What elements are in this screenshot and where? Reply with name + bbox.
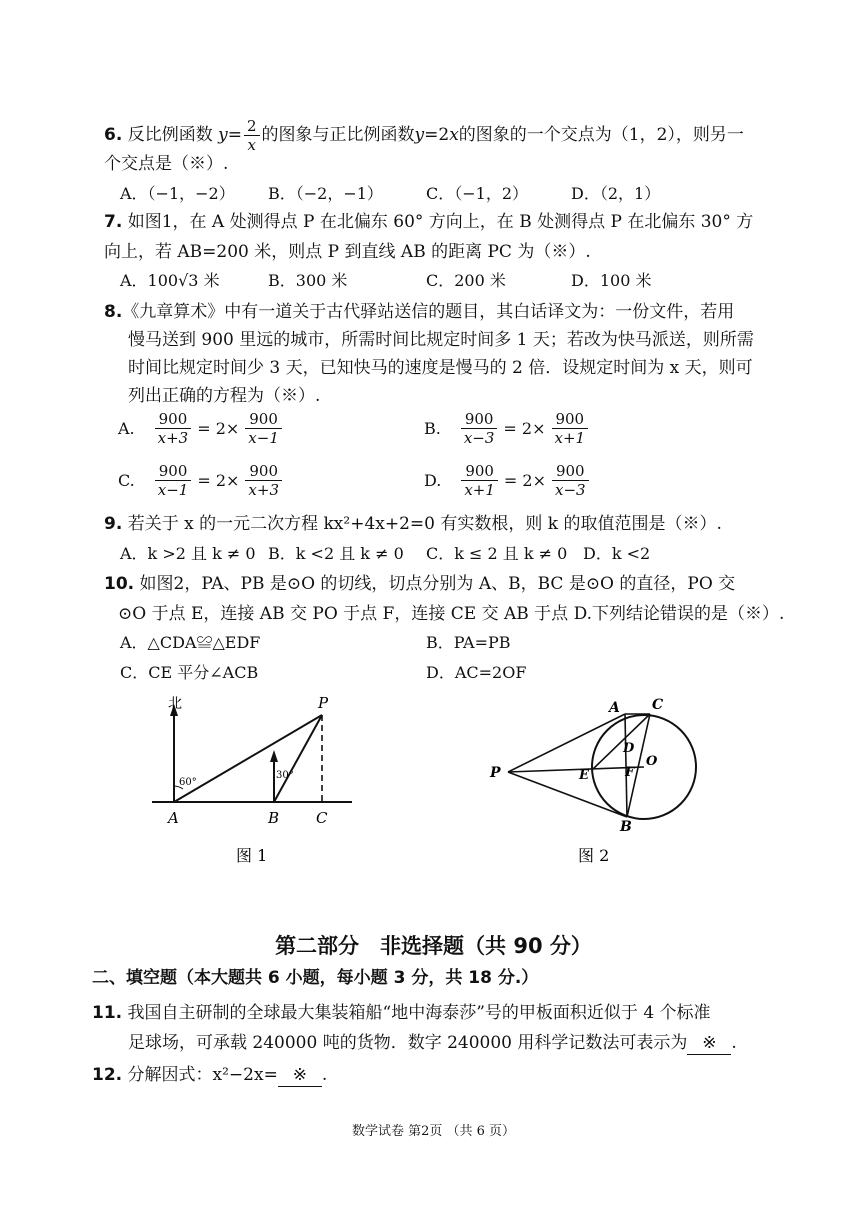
q6-line1 <box>104 117 744 154</box>
q6-line2: 个交点是（※）. <box>104 154 229 174</box>
q8-text-line1: 《九章算术》中有一道关于古代驿站送信的题目，其白话译文为：一份文件，若用 <box>122 302 735 322</box>
q6-fraction <box>244 117 260 154</box>
figure-2 <box>480 690 720 875</box>
q8-option-d-left-frac <box>461 462 498 499</box>
fig2-label-d: D <box>623 741 635 756</box>
page-footer: 数学试卷 第2页 （共 6 页） <box>351 1124 516 1139</box>
q6-text-tail: 的图象的一个交点为（1，2），则另一 <box>458 125 744 145</box>
q6-var-y2: y <box>414 125 425 145</box>
part2-section-heading: 二、填空题（本大题共 6 小题，每小题 3 分，共 18 分.） <box>92 968 539 988</box>
q8-option-c-right-frac <box>245 462 282 499</box>
q8-option-b-right-frac <box>552 410 589 447</box>
fig2-label-b: B <box>620 819 632 835</box>
q9-option-d: D．k <2 <box>583 544 651 563</box>
q8-option-d-right-top: 900 <box>552 462 589 481</box>
fig1-north-label: 北 <box>168 696 182 712</box>
fig1-angle-30: 30° <box>276 770 294 781</box>
q9-number: 9. <box>104 514 123 534</box>
q11-text-line1: 我国自主研制的全球最大集装箱船“地中海泰莎”号的甲板面积近似于 4 个标准 <box>127 1003 711 1023</box>
q8-option-a-mid: = 2× <box>197 419 240 438</box>
q8-option-a-label: A. <box>118 419 135 438</box>
fig2-line-po <box>508 767 644 772</box>
q8-option-d-right-bot: x−3 <box>555 481 586 499</box>
q8-option-c-left-frac <box>155 462 192 499</box>
q8-option-b-right-top: 900 <box>552 410 589 429</box>
q8-line4: 列出正确的方程为（※）. <box>128 386 321 406</box>
q12-number: 12. <box>92 1065 123 1085</box>
q10-line2: ⊙O 于点 E，连接 AB 交 PO 于点 F，连接 CE 交 AB 于点 D.下列结论错误的是（※）. <box>118 604 785 624</box>
q11-answer-blank[interactable]: ※ <box>687 1032 731 1055</box>
fig2-label-a: A <box>609 700 620 716</box>
q8-option-b-left-frac <box>461 410 498 447</box>
q10-number: 10. <box>104 574 135 594</box>
q10-option-d: D．AC=2OF <box>426 663 527 682</box>
q6-frac-bot: x <box>247 136 256 154</box>
q6-frac-top: 2 <box>244 117 260 136</box>
q7-option-b: B．300 米 <box>268 271 348 290</box>
q11-end: . <box>731 1033 737 1053</box>
fig2-label-p: P <box>490 765 501 781</box>
q8-option-c-right-top: 900 <box>245 462 282 481</box>
fig2-label-e: E <box>579 768 589 783</box>
q9-option-a: A．k >2 且 k ≠ 0 <box>120 544 256 563</box>
q7-line1 <box>104 211 753 233</box>
fig2-line-ce <box>593 714 650 769</box>
fig1-label-b: B <box>268 809 280 827</box>
q9-line1 <box>104 513 722 535</box>
q8-option-b-label: B. <box>424 419 441 438</box>
q7-option-c: C．200 米 <box>426 271 506 290</box>
fig2-label-c: C <box>652 697 664 713</box>
q11-number: 11. <box>92 1003 123 1023</box>
q12-text: 分解因式：x²−2x= <box>127 1065 278 1085</box>
fig2-label-o: O <box>646 754 658 769</box>
q12-end: . <box>321 1065 328 1085</box>
q10-option-a: A．△CDA≌△EDF <box>120 633 261 652</box>
q8-option-a-right-frac <box>245 410 282 447</box>
fig2-tangent-pa <box>508 714 625 772</box>
q8-option-c <box>118 462 284 499</box>
q8-option-b-mid: = 2× <box>503 419 546 438</box>
figure-1 <box>140 690 380 875</box>
fig1-line-ap <box>174 715 322 802</box>
q6-text-pre: 反比例函数 <box>127 125 213 145</box>
q6-number: 6. <box>104 125 123 145</box>
q8-option-a-left-top: 900 <box>155 410 192 429</box>
q8-number: 8. <box>104 302 123 322</box>
q7-option-a-radical: √3 <box>178 271 199 290</box>
q7-option-a-unit: 米 <box>203 271 220 290</box>
q6-option-c: C．（−1，2） <box>426 184 529 203</box>
q6-var-x2: x <box>449 125 459 145</box>
q11-text-line2: 足球场，可承载 240000 吨的货物．数字 240000 用科学记数法可表示为 <box>128 1033 688 1053</box>
q6-option-d: D．（2，1） <box>571 184 661 203</box>
part2-title: 第二部分 非选择题（共 90 分） <box>275 934 592 958</box>
q8-option-d-left-top: 900 <box>461 462 498 481</box>
q10-option-c: C．CE 平分∠ACB <box>120 663 259 682</box>
q12-answer-blank[interactable]: ※ <box>278 1064 322 1087</box>
q8-line1 <box>104 301 734 323</box>
q8-option-d-label: D. <box>424 471 442 490</box>
q8-option-b <box>424 410 590 447</box>
fig1-label-c: C <box>316 809 328 827</box>
q8-option-a-left-frac <box>155 410 192 447</box>
q11-line2 <box>128 1032 737 1055</box>
q8-option-d-right-frac <box>552 462 589 499</box>
q7-line2: 向上，若 AB=200 米，则点 P 到直线 AB 的距离 PC 为（※）. <box>104 242 591 262</box>
q8-option-c-left-top: 900 <box>155 462 192 481</box>
q8-option-a-right-top: 900 <box>245 410 282 429</box>
fig2-label-f: F <box>625 765 635 780</box>
q7-text-line1: 如图1，在 A 处测得点 P 在北偏东 60° 方向上，在 B 处测得点 P 在北偏东 30° 方 <box>127 212 754 232</box>
q6-option-a: A．（−1，−2） <box>120 184 235 203</box>
q8-option-c-left-bot: x−1 <box>157 481 189 499</box>
fig1-caption: 图 1 <box>236 846 268 865</box>
fig1-angle-60: 60° <box>179 777 197 788</box>
q7-option-a <box>120 270 220 292</box>
q8-option-d-mid: = 2× <box>503 471 546 490</box>
q8-option-d-left-bot: x+1 <box>464 481 495 499</box>
q8-line3: 时间比规定时间少 3 天，已知快马的速度是慢马的 2 倍．设规定时间为 x 天，则可 <box>128 358 753 378</box>
q8-option-a-left-bot: x+3 <box>157 429 189 447</box>
q8-option-b-left-top: 900 <box>461 410 498 429</box>
q9-option-b: B．k <2 且 k ≠ 0 <box>268 544 404 563</box>
q6-eqsign: = <box>227 125 242 145</box>
q8-option-b-right-bot: x+1 <box>554 429 586 447</box>
q6-option-b: B．（−2，−1） <box>268 184 383 203</box>
q12-line <box>92 1064 327 1087</box>
q10-text-line1: 如图2，PA、PB 是⊙O 的切线，切点分别为 A、B，BC 是⊙O 的直径，PO 交 <box>139 574 736 594</box>
fig1-label-p: P <box>318 694 329 712</box>
fig2-caption: 图 2 <box>578 846 610 865</box>
fig2-tangent-pb <box>508 772 627 817</box>
q10-option-b: B．PA=PB <box>426 633 511 652</box>
q7-option-d: D．100 米 <box>571 271 652 290</box>
fig1-north-arrowhead-b <box>270 750 278 762</box>
q8-option-a-right-bot: x−1 <box>248 429 279 447</box>
q6-eq2: =2 <box>424 125 450 145</box>
q8-option-c-right-bot: x+3 <box>248 481 279 499</box>
q8-option-d <box>424 462 591 499</box>
q7-option-a-pre: A．100 <box>120 271 179 290</box>
q9-option-c: C．k ≤ 2 且 k ≠ 0 <box>426 544 568 563</box>
q8-line2: 慢马送到 900 里远的城市，所需时间比规定时间多 1 天；若改为快马派送，则所需 <box>128 330 754 350</box>
fig1-label-a: A <box>168 809 179 827</box>
q8-option-b-left-bot: x−3 <box>463 429 495 447</box>
q7-number: 7. <box>104 212 123 232</box>
q8-option-a <box>118 410 284 447</box>
q6-var-y: y <box>218 125 228 145</box>
q8-option-c-mid: = 2× <box>197 471 240 490</box>
q8-option-c-label: C. <box>118 471 135 490</box>
q9-text: 若关于 x 的一元二次方程 kx²+4x+2=0 有实数根，则 k 的取值范围是（※）. <box>127 514 722 534</box>
q11-line1 <box>92 1002 711 1024</box>
q10-line1 <box>104 573 735 595</box>
q6-text-post: 的图象与正比例函数 <box>261 125 415 145</box>
